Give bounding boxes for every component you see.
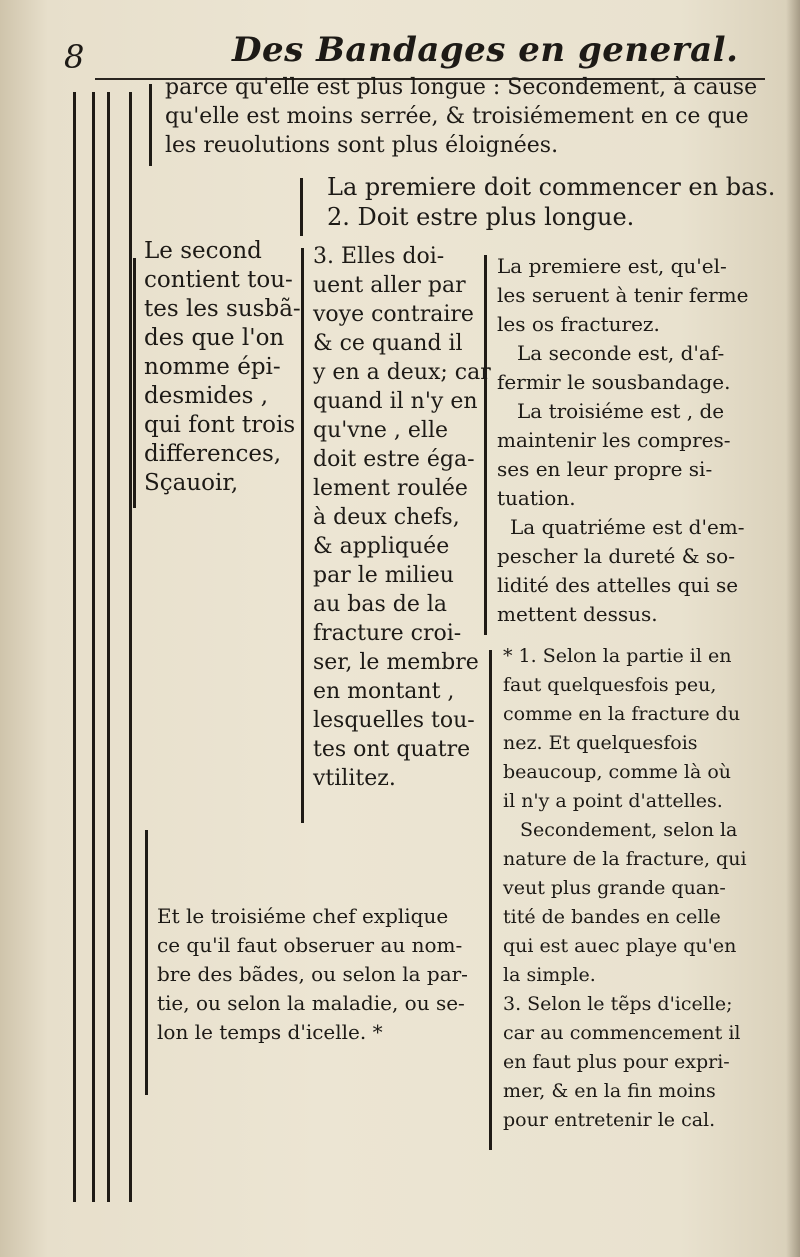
mid-col-line: & appliquée xyxy=(313,534,450,559)
first-head-line: 2. Doit estre plus longue. xyxy=(327,203,635,231)
right-col-a-line: La premiere est, qu'el- xyxy=(497,254,727,278)
margin-bracket-outer-3 xyxy=(107,92,110,1202)
bottom-left-line: ce qu'il faut obseruer au nom- xyxy=(157,933,463,957)
intro-line: les reuolutions sont plus éloignées. xyxy=(165,133,559,158)
right-col-a-line: les os fracturez. xyxy=(497,312,660,336)
page-spine-shadow xyxy=(786,0,800,1257)
intro-line: qu'elle est moins serrée, & troisiémement en ce que xyxy=(165,104,749,129)
mid-col-line: en montant , xyxy=(313,679,455,704)
mid-col-line: quand il n'y en xyxy=(313,389,478,414)
mid-col-line: au bas de la xyxy=(313,592,448,617)
right-col-a-line: maintenir les compres- xyxy=(497,428,731,452)
right-col-a-line: La quatriéme est d'em- xyxy=(510,515,745,539)
mid-col-line: y en a deux; car xyxy=(313,360,491,385)
bracket-left-col xyxy=(133,258,136,508)
right-col-b-line: comme en la fracture du xyxy=(503,703,741,725)
mid-col-line: 3. Elles doi- xyxy=(313,244,445,269)
right-col-a-line: lidité des attelles qui se xyxy=(497,573,739,597)
mid-col-line: & ce quand il xyxy=(313,331,463,356)
right-col-a-line: fermir le sousbandage. xyxy=(497,370,731,394)
mid-col-line: doit estre éga- xyxy=(313,447,475,472)
left-col-line: Sçauoir, xyxy=(144,470,239,496)
right-col-b-line: tité de bandes en celle xyxy=(503,906,721,928)
mid-col-line: à deux chefs, xyxy=(313,505,460,530)
right-col-b-line: il n'y a point d'attelles. xyxy=(503,790,723,812)
right-col-a-line: pescher la dureté & so- xyxy=(497,544,735,568)
right-col-b-line: nez. Et quelquesfois xyxy=(503,732,698,754)
running-head: Des Bandages en general. xyxy=(232,30,739,70)
mid-col-line: ser, le membre xyxy=(313,650,479,675)
right-col-b-line: en faut plus pour expri- xyxy=(503,1051,730,1073)
right-col-b-line: 3. Selon le tẽps d'icelle; xyxy=(503,993,733,1015)
mid-col-line: vtilitez. xyxy=(313,766,396,791)
right-col-a-line: ses en leur propre si- xyxy=(497,457,713,481)
bottom-left-line: bre des bãdes, ou selon la par- xyxy=(157,962,468,986)
bracket-intro xyxy=(149,84,152,166)
mid-col-line: lement roulée xyxy=(313,476,468,501)
left-col-line: des que l'on xyxy=(144,325,285,351)
left-col-line: Le second xyxy=(144,238,262,264)
right-col-b-line: nature de la fracture, qui xyxy=(503,848,747,870)
intro-line: parce qu'elle est plus longue : Secondement, à cause xyxy=(165,75,758,100)
bottom-left-line: Et le troisiéme chef explique xyxy=(157,904,449,928)
right-col-a-line: tuation. xyxy=(497,486,576,510)
mid-col-line: voye contraire xyxy=(313,302,474,327)
right-col-b-line: qui est auec playe qu'en xyxy=(503,935,737,957)
left-col-line: qui font trois xyxy=(144,412,296,438)
margin-bracket-outer-4 xyxy=(129,92,132,1202)
bottom-left-line: tie, ou selon la maladie, ou se- xyxy=(157,991,465,1015)
left-col-line: differences, xyxy=(144,441,282,467)
right-col-b-line: la simple. xyxy=(503,964,596,986)
right-col-b-line: faut quelquesfois peu, xyxy=(503,674,717,696)
margin-bracket-outer-2 xyxy=(92,92,95,1202)
right-col-b-line: Secondement, selon la xyxy=(520,819,738,841)
right-col-a-line: les seruent à tenir ferme xyxy=(497,283,749,307)
left-col-line: contient tou- xyxy=(144,267,293,293)
margin-bracket-outer-1 xyxy=(73,92,76,1202)
right-col-b-line: veut plus grande quan- xyxy=(503,877,726,899)
right-col-b-line: pour entretenir le cal. xyxy=(503,1109,716,1131)
right-col-a-line: La troisiéme est , de xyxy=(517,399,725,423)
left-col-line: tes les susbã- xyxy=(144,296,301,322)
bracket-first-head xyxy=(300,178,303,236)
mid-col-line: qu'vne , elle xyxy=(313,418,449,443)
bottom-left-line: lon le temps d'icelle. * xyxy=(157,1020,383,1044)
bracket-mid-col xyxy=(301,248,304,823)
right-col-b-line: * 1. Selon la partie il en xyxy=(503,645,732,667)
left-col-line: nomme épi- xyxy=(144,354,281,380)
right-col-b-line: beaucoup, comme là où xyxy=(503,761,732,783)
right-col-a-line: mettent dessus. xyxy=(497,602,658,626)
mid-col-line: uent aller par xyxy=(313,273,466,298)
right-col-a-line: La seconde est, d'af- xyxy=(517,341,725,365)
first-head-line: La premiere doit commencer en bas. xyxy=(327,173,776,201)
mid-col-line: tes ont quatre xyxy=(313,737,471,762)
bracket-right-col-a xyxy=(484,255,487,635)
mid-col-line: lesquelles tou- xyxy=(313,708,475,733)
left-col-line: desmides , xyxy=(144,383,269,409)
mid-col-line: fracture croi- xyxy=(313,621,462,646)
right-col-b-line: car au commencement il xyxy=(503,1022,741,1044)
bracket-right-col-b xyxy=(489,650,492,1150)
mid-col-line: par le milieu xyxy=(313,563,454,588)
bracket-bottom-left xyxy=(145,830,148,1095)
right-col-b-line: mer, & en la fin moins xyxy=(503,1080,716,1102)
page-number: 8 xyxy=(64,38,85,76)
